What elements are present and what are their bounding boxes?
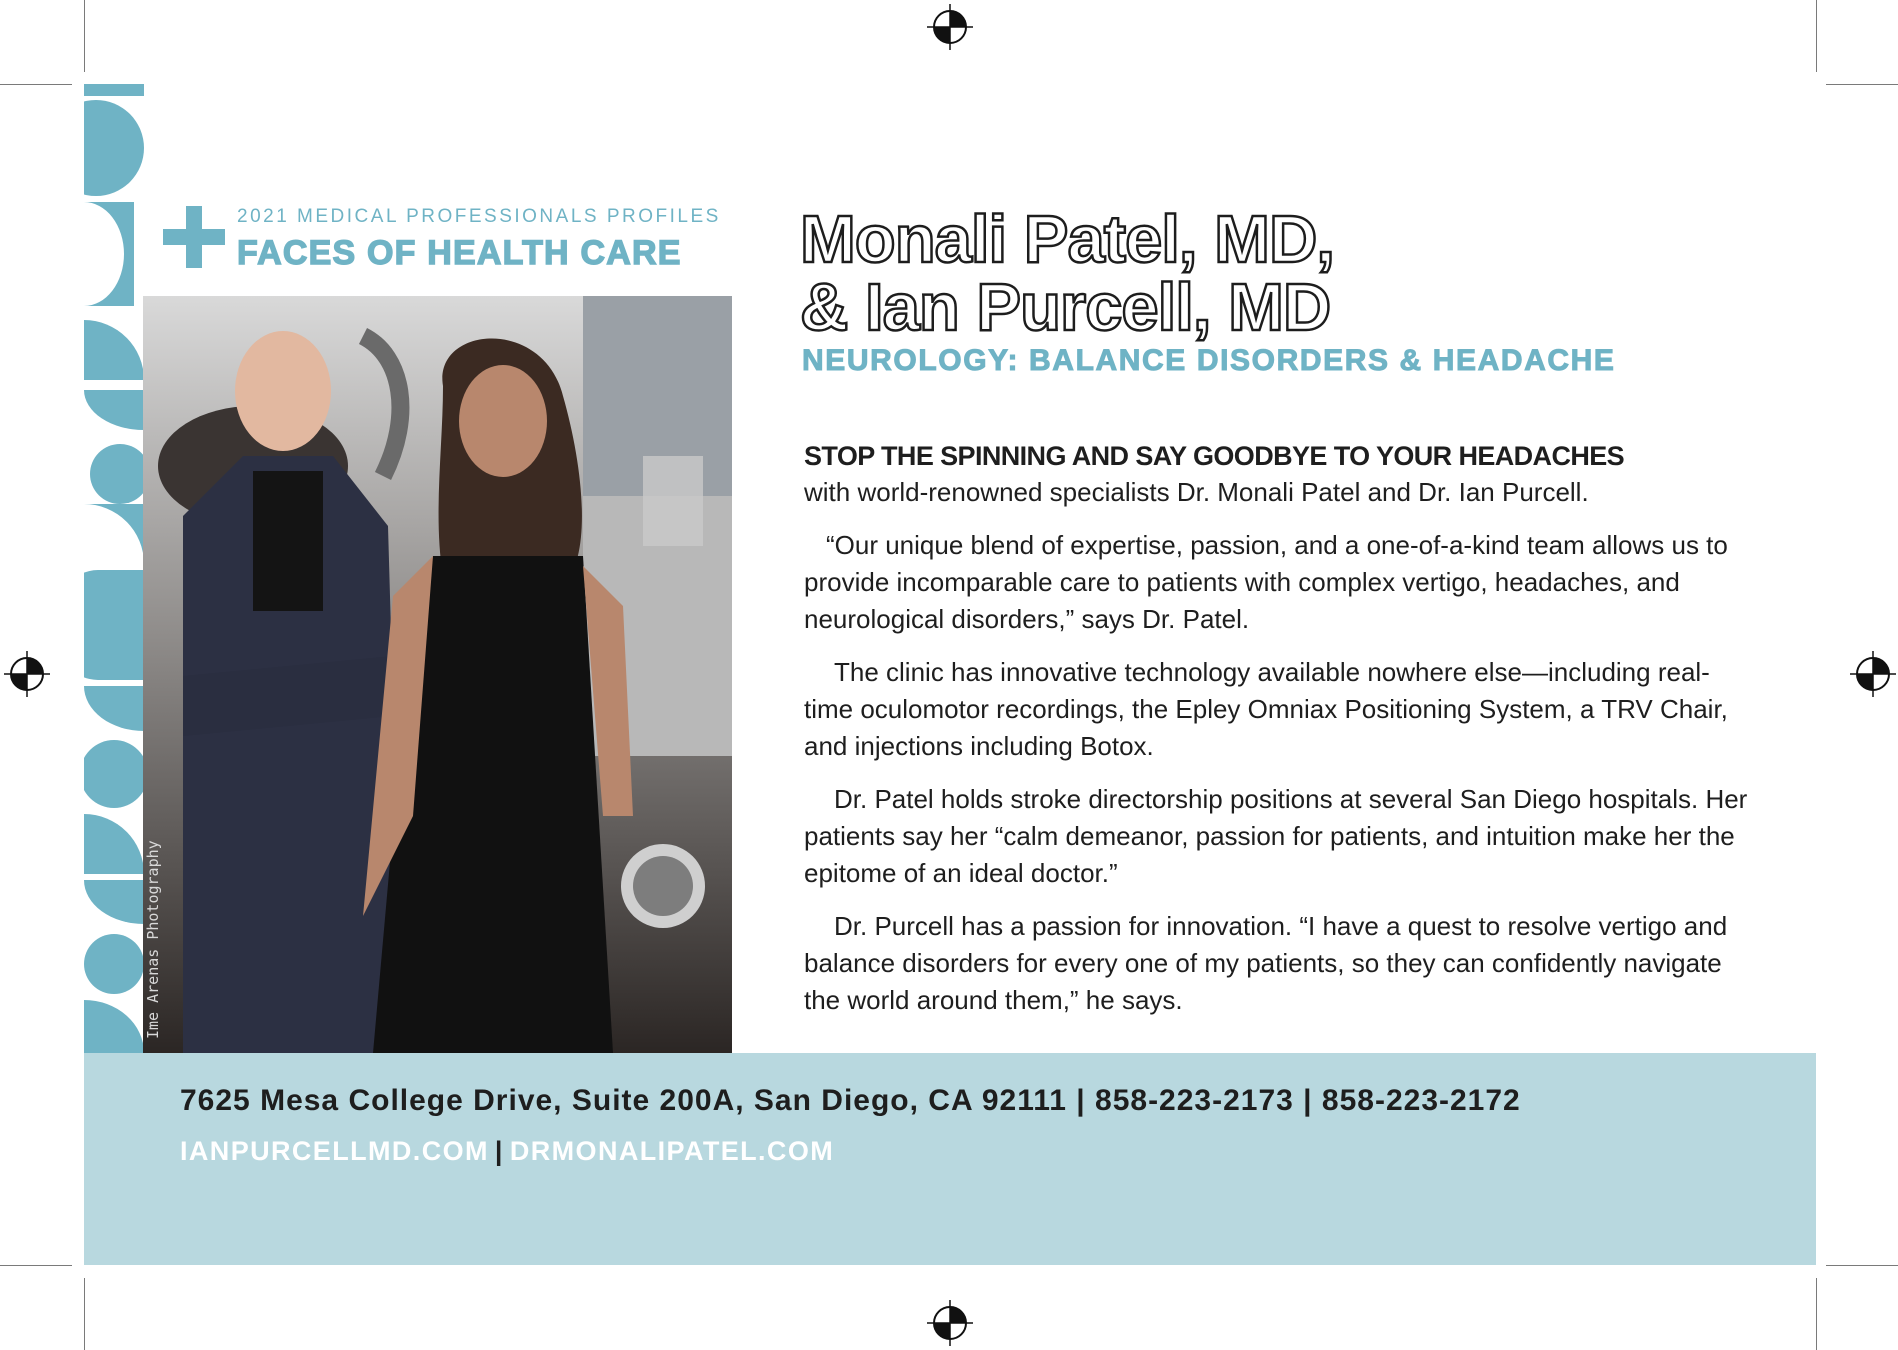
registration-mark-top-icon [927,4,973,50]
article-paragraph-4: Dr. Purcell has a passion for innovation. “I have a quest to resolve vertigo and balance disorders for every one of my patients, so they can confidently navigate the world around them,” he says. [804,911,1728,1015]
crop-mark-bl-h [0,1265,72,1266]
crop-mark-tr-v [1816,0,1817,72]
decorative-pattern [84,84,144,1053]
article-paragraph-2: The clinic has innovative technology available nowhere else—including real-time oculomotor recordings, the Epley Omniax Positioning System, a TRV Chair, and injections including Botox. [804,657,1728,761]
crop-mark-tl-h [0,84,72,85]
section-kicker: 2021 MEDICAL PROFESSIONALS PROFILES [237,206,721,227]
profile-name-line-2: & Ian Purcell, MD [800,270,1331,345]
article-body [804,438,1754,1035]
photo-credit [143,830,163,1040]
article-paragraph-3: Dr. Patel holds stroke directorship positions at several San Diego hospitals. Her patients say her “calm demeanor, passion for patients, and intuition make her the epitome of an ideal doctor.” [804,784,1748,888]
article-lead [804,438,1754,511]
article-paragraph-1: “Our unique blend of expertise, passion, and a one-of-a-kind team allows us to provide incomparable care to patients with complex vertigo, headaches, and neurological disorders,” says Dr. Patel. [804,530,1728,634]
profile-name-line-1: Monali Patel, MD, [800,202,1334,277]
crop-mark-tr-h [1826,84,1898,85]
website-separator: | [494,1136,504,1166]
specialty-heading: NEUROLOGY: BALANCE DISORDERS & HEADACHE [802,344,1616,377]
section-title: FACES OF HEALTH CARE [237,234,682,272]
article-headline: STOP THE SPINNING AND SAY GOODBYE TO YOUR HEADACHES [804,441,1625,471]
crop-mark-tl-v [84,0,85,72]
registration-mark-left-icon [4,651,50,697]
crop-mark-br-h [1826,1265,1898,1266]
photo-credit-text: Ime Arenas Photography [144,840,162,1039]
contact-websites [180,1136,834,1167]
crop-mark-br-v [1816,1278,1817,1350]
contact-address: 7625 Mesa College Drive, Suite 200A, San Diego, CA 92111 | 858-223-2173 | 858-223-2172 [180,1084,1521,1117]
article-intro: with world-renowned specialists Dr. Monali Patel and Dr. Ian Purcell. [804,477,1589,507]
website-link-drmonalipatel[interactable]: DRMONALIPATEL.COM [509,1136,835,1166]
registration-mark-right-icon [1850,651,1896,697]
doctors-photo [143,296,732,1053]
registration-mark-bottom-icon [927,1300,973,1346]
crop-mark-bl-v [84,1278,85,1350]
plus-icon [163,206,225,268]
website-link-ianpurcell[interactable]: IANPURCELLMD.COM [180,1136,489,1166]
